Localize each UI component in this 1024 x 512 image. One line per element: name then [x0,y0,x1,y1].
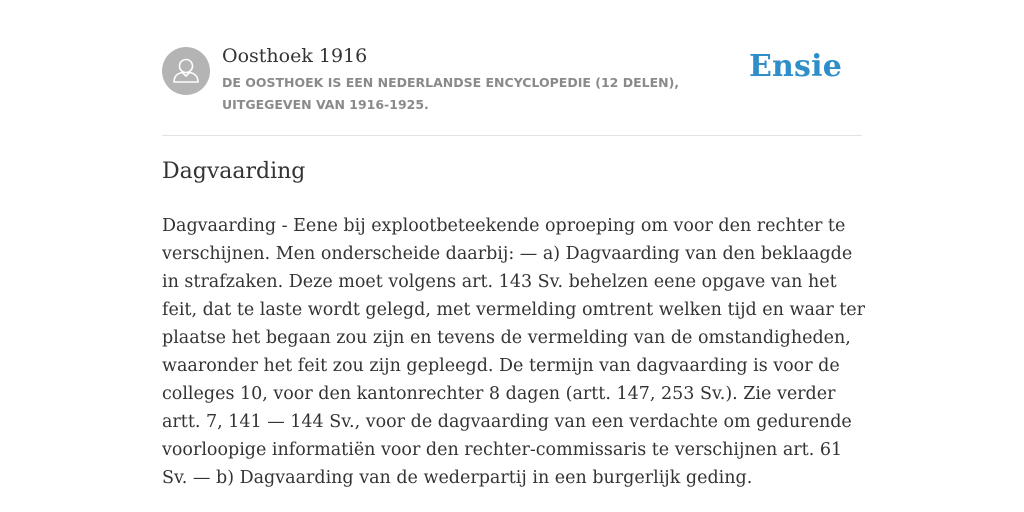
article-title: Dagvaarding [162,159,306,184]
divider [162,135,862,136]
article-body: Dagvaarding - Eene bij explootbeteekende oproeping om voor den rechter te verschijnen. Men onderscheide daarbij: — a) Dagvaarding van den beklaagde in strafzaken. Deze moet volgens art. 143 Sv. behelzen eene opgave van het feit, dat te laste wordt gelegd, met vermelding omtrent welken tijd en waar ter plaatse het begaan zou zijn en tevens de vermelding van de omstandigheden, waaronder het feit zou zijn gepleegd. De termijn van dagvaarding is voor de colleges 10, voor den kantonrechter 8 dagen (artt. 147, 253 Sv.). Zie verder artt. 7, 141 — 144 Sv., voor de dagvaarding van een verdachte om gedurende voorloopige informatiën voor den rechter-commissaris te verschijnen art. 61 Sv. — b) Dagvaarding van de wederpartij in een burgerlijk geding. [162,216,866,488]
user-avatar-icon[interactable] [162,47,210,95]
source-description: DE OOSTHOEK IS EEN NEDERLANDSE ENCYCLOPEDIE (12 DELEN), UITGEGEVEN VAN 1916-1925. [222,75,680,112]
ensie-logo[interactable]: Ensie [748,49,842,84]
source-header [162,44,862,116]
source-title[interactable]: Oosthoek 1916 [222,45,368,67]
